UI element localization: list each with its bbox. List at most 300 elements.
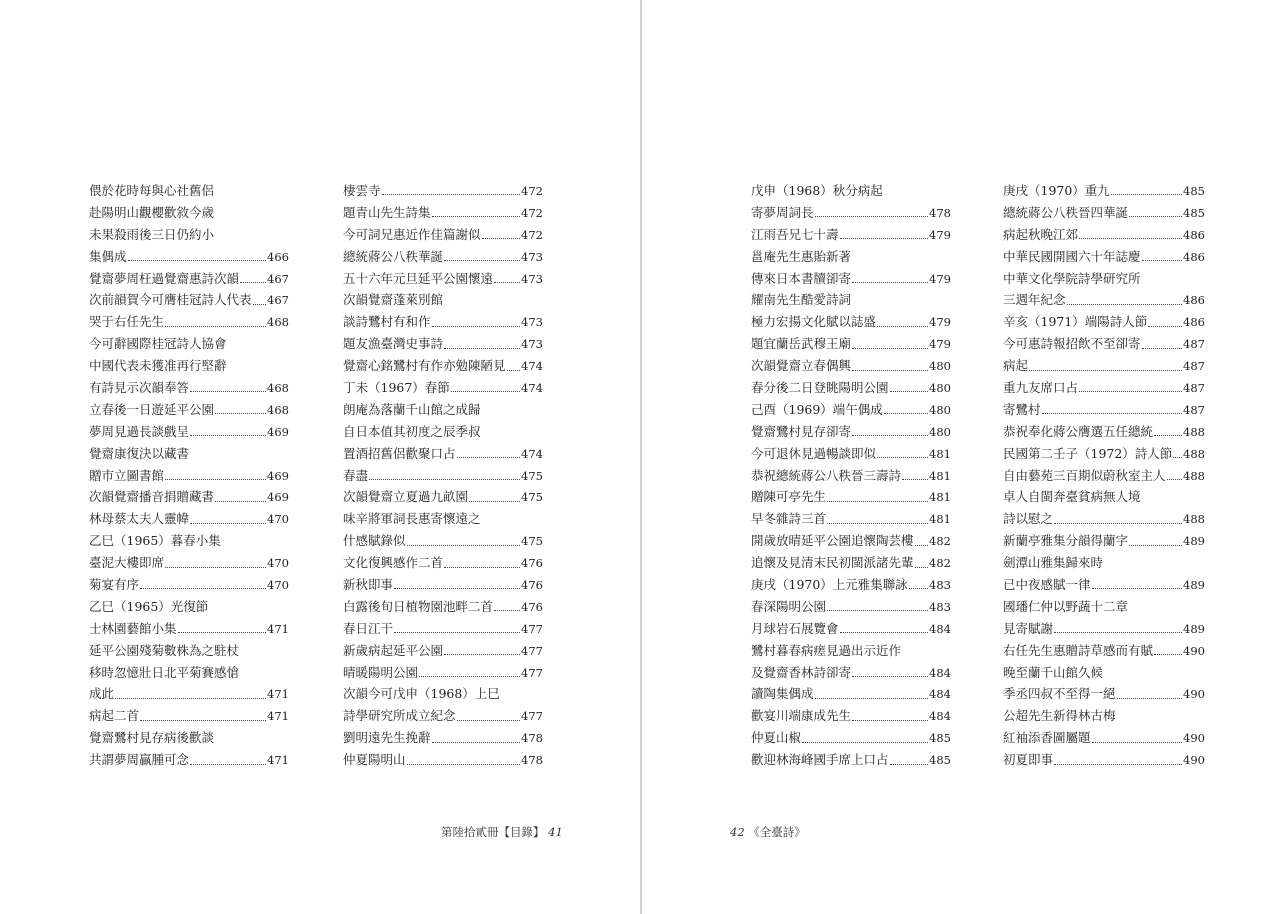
toc-entry-title: 傳來日本書牘卻寄 (751, 270, 852, 286)
toc-entry (89, 289, 289, 311)
toc-entry (343, 508, 543, 530)
toc-leader-dots (369, 479, 520, 480)
toc-entry-title: 中國代表未獲准再行堅辭 (89, 358, 227, 374)
toc-entry-title: 寄夢周詞長 (751, 204, 814, 220)
toc-entry-title: 延平公園殘菊數株為之駐杖 (89, 642, 240, 658)
toc-entry (1003, 508, 1205, 530)
toc-entry-title: 覺齋鷺村見存卻寄 (751, 423, 852, 439)
toc-entry-page: 474 (521, 359, 543, 374)
toc-entry-page: 473 (521, 337, 543, 352)
toc-entry-title: 國璠仁仲以野蔬十二章 (1003, 598, 1129, 614)
toc-entry-title: 劍潭山雅集歸來時 (1003, 555, 1104, 571)
toc-entry-title: 總統蔣公八秩華誕 (343, 248, 444, 264)
toc-leader-dots (444, 654, 520, 655)
toc-entry-page: 473 (521, 315, 543, 330)
toc-entry-page: 471 (267, 687, 289, 702)
toc-leader-dots (190, 523, 266, 524)
toc-entry-title: 自由藝苑三百期似蔚秋室主人 (1003, 467, 1166, 483)
toc-leader-dots (1054, 632, 1182, 633)
toc-entry (343, 749, 543, 771)
toc-entry-page: 487 (1183, 381, 1205, 396)
toc-leader-dots (115, 698, 266, 699)
toc-leader-dots (1054, 764, 1182, 765)
toc-entry-page: 484 (929, 621, 951, 636)
toc-entry-title: 江雨吾兄七十壽 (751, 226, 839, 242)
toc-entry (343, 180, 543, 202)
toc-column-left-2 (343, 180, 543, 771)
toc-entry (89, 355, 289, 377)
toc-leader-dots (215, 501, 266, 502)
toc-leader-dots (1054, 523, 1182, 524)
toc-entry (343, 727, 543, 749)
toc-entry-page: 479 (929, 227, 951, 242)
toc-entry-page: 472 (521, 227, 543, 242)
toc-entry-page: 466 (267, 249, 289, 264)
toc-leader-dots (852, 720, 928, 721)
toc-entry-title: 偎於花時每與心社舊侶 (89, 183, 215, 198)
toc-entry (1003, 443, 1205, 465)
toc-leader-dots (815, 698, 929, 699)
toc-leader-dots (215, 413, 266, 414)
toc-entry-page: 471 (267, 709, 289, 724)
toc-entry (343, 311, 543, 333)
toc-leader-dots (394, 632, 520, 633)
toc-entry-title: 集偶成 (89, 248, 127, 264)
toc-entry-page: 485 (1183, 205, 1205, 220)
toc-entry-title: 今可惠詩報招飲不至卻寄 (1003, 336, 1141, 352)
toc-leader-dots (890, 391, 929, 392)
toc-entry (89, 421, 289, 443)
toc-entry-title: 讀陶集偶成 (751, 686, 814, 702)
toc-entry-page: 482 (929, 534, 951, 549)
toc-entry-page: 471 (267, 621, 289, 636)
toc-entry-title: 共謂夢周贏腫可念 (89, 752, 190, 768)
toc-entry (89, 662, 289, 684)
toc-entry-title: 覺齋夢周枉過覺齋惠詩次韻 (89, 270, 240, 286)
toc-entry-page: 469 (267, 490, 289, 505)
toc-entry-page: 478 (521, 753, 543, 768)
toc-entry-title: 次韻覺齋蓬萊別館 (343, 292, 444, 308)
toc-entry (1003, 662, 1205, 684)
toc-entry-title: 乙巳（1965）暮春小集 (89, 533, 221, 549)
page-number: 42 (730, 825, 745, 839)
toc-entry-title: 赴陽明山觀櫻歡敘今歲 (89, 204, 215, 220)
toc-leader-dots (432, 216, 521, 217)
toc-entry-title: 三週年紀念 (1003, 292, 1066, 308)
toc-leader-dots (852, 370, 928, 371)
toc-leader-dots (1154, 654, 1182, 655)
toc-leader-dots (140, 720, 266, 721)
toc-entry (89, 683, 289, 705)
toc-entry-page: 486 (1183, 227, 1205, 242)
toc-entry (1003, 180, 1205, 202)
toc-entry (343, 465, 543, 487)
toc-entry-title: 晴暖陽明公園 (343, 664, 419, 680)
toc-entry-page: 478 (929, 205, 951, 220)
toc-entry-title: 寄鷺村 (1003, 401, 1041, 417)
toc-entry-page: 472 (521, 205, 543, 220)
toc-leader-dots (815, 216, 929, 217)
toc-entry-page: 476 (521, 556, 543, 571)
toc-leader-dots (909, 588, 928, 589)
toc-entry-title: 詩以慰之 (1003, 511, 1054, 527)
toc-entry-title: 次韻覺齋播音捐贈藏書 (89, 489, 215, 505)
toc-entry-title: 次韻覺齋立春偶興 (751, 358, 852, 374)
right-page (642, 0, 1280, 914)
toc-entry-page: 490 (1183, 731, 1205, 746)
toc-entry-title: 新歲病起延平公園 (343, 642, 444, 658)
toc-entry-page: 489 (1183, 534, 1205, 549)
toc-entry-title: 春盡 (343, 467, 369, 483)
toc-entry (1003, 311, 1205, 333)
toc-entry-page: 487 (1183, 359, 1205, 374)
toc-entry-title: 邕庵先生惠貽新著 (751, 248, 852, 264)
footer-book-title: 《全臺詩》 (748, 825, 806, 839)
toc-column-left-1 (89, 180, 289, 771)
toc-entry (1003, 596, 1205, 618)
toc-entry (751, 705, 951, 727)
toc-entry (1003, 465, 1205, 487)
toc-entry-page: 476 (521, 599, 543, 614)
toc-leader-dots (1129, 216, 1182, 217)
toc-entry (751, 749, 951, 771)
toc-entry-title: 歡迎林海峰國手席上口占 (751, 752, 889, 768)
toc-entry-title: 歡宴川端康成先生 (751, 708, 852, 724)
toc-entry-title: 臺泥大樓即席 (89, 555, 165, 571)
toc-entry-title: 春分後二日登眺陽明公園 (751, 380, 889, 396)
toc-entry (89, 399, 289, 421)
toc-entry-page: 488 (1183, 446, 1205, 461)
toc-leader-dots (394, 588, 520, 589)
toc-leader-dots (165, 326, 266, 327)
toc-entry (343, 574, 543, 596)
toc-entry-page: 487 (1183, 337, 1205, 352)
toc-entry-page: 480 (929, 402, 951, 417)
toc-entry-page: 474 (521, 446, 543, 461)
toc-entry-title: 丁未（1967）春節 (343, 380, 450, 396)
toc-entry-title: 次韻今可戊申（1968）上巳 (343, 686, 500, 702)
page-footer-left (441, 824, 563, 840)
toc-leader-dots (852, 282, 928, 283)
toc-entry-title: 未果殺雨後三日仍約小 (89, 226, 215, 242)
toc-leader-dots (1117, 698, 1183, 699)
toc-leader-dots (1111, 194, 1182, 195)
toc-entry (1003, 399, 1205, 421)
toc-entry-title: 仲夏山椒 (751, 730, 802, 746)
toc-entry (89, 574, 289, 596)
toc-entry-page: 477 (521, 665, 543, 680)
toc-entry-title: 中華文化學院詩學研究所 (1003, 270, 1141, 286)
toc-leader-dots (451, 391, 520, 392)
toc-entry (1003, 618, 1205, 640)
toc-entry (1003, 574, 1205, 596)
toc-entry-title: 仲夏陽明山 (343, 752, 406, 768)
toc-entry (751, 683, 951, 705)
toc-entry (89, 727, 289, 749)
toc-entry-page: 479 (929, 337, 951, 352)
toc-entry-page: 469 (267, 468, 289, 483)
toc-entry (1003, 683, 1205, 705)
toc-entry-title: 贈陳可亭先生 (751, 489, 827, 505)
toc-entry (89, 640, 289, 662)
toc-entry (1003, 705, 1205, 727)
toc-entry-title: 味辛將軍詞長惠寄懷遠之 (343, 511, 481, 527)
toc-entry (751, 268, 951, 290)
toc-entry (751, 596, 951, 618)
toc-entry (751, 333, 951, 355)
toc-leader-dots (432, 742, 521, 743)
toc-entry-title: 什感賦錄似 (343, 533, 406, 549)
toc-entry-title: 初夏即事 (1003, 752, 1054, 768)
toc-leader-dots (1029, 370, 1182, 371)
toc-entry-page: 486 (1183, 293, 1205, 308)
toc-entry (89, 333, 289, 355)
toc-entry (1003, 246, 1205, 268)
toc-entry (751, 289, 951, 311)
toc-entry-title: 右任先生惠贈詩草感而有賦 (1003, 642, 1154, 658)
toc-entry-page: 489 (1183, 621, 1205, 636)
toc-entry (343, 596, 543, 618)
toc-leader-dots (1173, 457, 1182, 458)
toc-entry (751, 399, 951, 421)
toc-leader-dots (1148, 326, 1182, 327)
toc-entry-page: 479 (929, 271, 951, 286)
toc-leader-dots (444, 567, 520, 568)
toc-entry (343, 530, 543, 552)
toc-entry (89, 530, 289, 552)
toc-entry (751, 377, 951, 399)
toc-entry (751, 486, 951, 508)
toc-entry (89, 618, 289, 640)
toc-entry (89, 311, 289, 333)
toc-entry (751, 640, 951, 662)
toc-entry (1003, 727, 1205, 749)
toc-entry-title: 公超先生新得林古梅 (1003, 708, 1116, 724)
toc-entry-page: 481 (929, 468, 951, 483)
toc-entry-title: 追懷及見清末民初閩派諸先輩 (751, 555, 914, 571)
toc-entry (343, 552, 543, 574)
toc-entry-title: 題青山先生詩集 (343, 204, 431, 220)
toc-leader-dots (444, 260, 520, 261)
toc-entry (751, 224, 951, 246)
toc-entry (1003, 749, 1205, 771)
toc-entry (751, 727, 951, 749)
toc-leader-dots (482, 238, 521, 239)
toc-leader-dots (915, 567, 929, 568)
toc-leader-dots (1092, 588, 1183, 589)
toc-leader-dots (178, 632, 267, 633)
toc-entry-page: 469 (267, 424, 289, 439)
toc-entry (751, 443, 951, 465)
toc-entry (751, 465, 951, 487)
toc-entry-page: 483 (929, 578, 951, 593)
toc-entry-page: 478 (521, 731, 543, 746)
toc-entry-title: 春日江干 (343, 620, 394, 636)
toc-entry (1003, 268, 1205, 290)
toc-entry (1003, 640, 1205, 662)
toc-leader-dots (165, 567, 266, 568)
toc-entry-title: 今可退休見過暢談即似 (751, 445, 877, 461)
toc-leader-dots (469, 501, 520, 502)
toc-entry-page: 486 (1183, 315, 1205, 330)
toc-leader-dots (852, 676, 928, 677)
toc-entry-page: 484 (929, 665, 951, 680)
toc-entry-title: 自日本值其初度之辰季叔 (343, 423, 481, 439)
toc-entry-page: 473 (521, 249, 543, 264)
toc-entry-title: 成此 (89, 686, 115, 702)
toc-entry (89, 596, 289, 618)
toc-entry-page: 489 (1183, 578, 1205, 593)
toc-entry-page: 468 (267, 402, 289, 417)
toc-entry-title: 總統蔣公八秩晉四華誕 (1003, 204, 1129, 220)
toc-leader-dots (877, 326, 928, 327)
toc-entry (89, 486, 289, 508)
toc-entry (343, 377, 543, 399)
toc-entry-title: 次前韻賀今可膺桂冠詩人代表 (89, 292, 252, 308)
toc-entry-title: 極力宏揚文化賦以誌盛 (751, 314, 877, 330)
page-number: 41 (548, 825, 563, 839)
toc-entry-title: 病起二首 (89, 708, 140, 724)
toc-leader-dots (840, 632, 929, 633)
toc-entry-title: 病起 (1003, 358, 1029, 374)
toc-entry (751, 311, 951, 333)
toc-entry-title: 立春後一日遊延平公園 (89, 401, 215, 417)
toc-entry (751, 662, 951, 684)
toc-entry-page: 483 (929, 599, 951, 614)
toc-entry (343, 268, 543, 290)
toc-entry (1003, 530, 1205, 552)
toc-entry-title: 重九友席口占 (1003, 380, 1079, 396)
toc-entry-title: 開歲放晴延平公園追懷陶芸樓 (751, 533, 914, 549)
toc-entry-page: 488 (1183, 424, 1205, 439)
toc-entry (343, 246, 543, 268)
toc-entry (1003, 355, 1205, 377)
toc-entry-page: 476 (521, 578, 543, 593)
toc-entry-title: 覺齋鷺村見存病後歡談 (89, 730, 215, 746)
toc-leader-dots (884, 413, 928, 414)
toc-leader-dots (140, 588, 266, 589)
toc-entry-title: 新蘭亭雅集分韻得蘭字 (1003, 533, 1129, 549)
toc-entry-title: 菊宴有序 (89, 577, 140, 593)
toc-entry-title: 次韻覺齋立夏過九畝園 (343, 489, 469, 505)
toc-entry-title: 晚至蘭千山館久候 (1003, 664, 1104, 680)
toc-entry-title: 贈市立圖書館 (89, 467, 165, 483)
toc-entry-title: 庚戌（1970）重九 (1003, 183, 1110, 198)
toc-entry-page: 477 (521, 643, 543, 658)
toc-leader-dots (382, 194, 521, 195)
toc-entry (89, 749, 289, 771)
toc-entry-page: 471 (267, 753, 289, 768)
toc-entry-title: 士林園藝館小集 (89, 620, 177, 636)
toc-entry (1003, 421, 1205, 443)
toc-entry-title: 置酒招舊侶歡聚口占 (343, 445, 456, 461)
toc-entry-title: 文化復興感作二首 (343, 555, 444, 571)
toc-entry-page: 480 (929, 381, 951, 396)
toc-entry (89, 180, 289, 202)
toc-leader-dots (128, 260, 267, 261)
toc-entry-title: 中華民國開國六十年誌慶 (1003, 248, 1141, 264)
toc-entry-page: 486 (1183, 249, 1205, 264)
toc-leader-dots (494, 282, 520, 283)
toc-leader-dots (407, 545, 521, 546)
toc-entry-title: 恭祝總統蔣公八秩晉三壽詩 (751, 467, 902, 483)
toc-leader-dots (407, 764, 521, 765)
toc-entry-title: 移時忽憶壯日北平菊賽感愴 (89, 664, 240, 680)
toc-entry-page: 485 (929, 753, 951, 768)
toc-leader-dots (802, 742, 928, 743)
toc-entry-title: 五十六年元旦延平公園懷遠 (343, 270, 494, 286)
toc-entry-title: 乙巳（1965）光復節 (89, 598, 209, 614)
toc-entry-title: 劉明遠先生挽辭 (343, 730, 431, 746)
footer-volume-label: 第陸拾貳冊【目錄】 (441, 825, 545, 839)
toc-entry-title: 已中夜感賦一律 (1003, 577, 1091, 593)
toc-entry-title: 卓人自閩奔臺貧病無人境 (1003, 489, 1141, 505)
toc-entry (89, 705, 289, 727)
toc-entry (1003, 486, 1205, 508)
toc-entry-page: 480 (929, 424, 951, 439)
toc-entry-title: 己酉（1969）端午偶成 (751, 401, 883, 417)
toc-entry-title: 談詩鷺村有和作 (343, 314, 431, 330)
toc-entry-title: 庚戌（1970）上元雅集聯詠 (751, 577, 908, 593)
toc-entry-page: 490 (1183, 753, 1205, 768)
toc-entry-title: 夢周見過長談戲呈 (89, 423, 190, 439)
toc-entry (89, 268, 289, 290)
toc-entry-page: 473 (521, 271, 543, 286)
toc-leader-dots (253, 304, 267, 305)
toc-entry-page: 479 (929, 315, 951, 330)
toc-entry (1003, 224, 1205, 246)
toc-entry (89, 443, 289, 465)
toc-entry-title: 病起秋晚江郊 (1003, 226, 1079, 242)
toc-leader-dots (1079, 391, 1182, 392)
toc-entry (751, 552, 951, 574)
toc-entry-page: 470 (267, 512, 289, 527)
toc-entry-title: 覺齋心銘鷺村有作亦勉陳陋見 (343, 358, 506, 374)
toc-entry-title: 白露後旬日植物園池畔二首 (343, 598, 494, 614)
toc-entry-page: 490 (1183, 687, 1205, 702)
toc-entry-page: 467 (267, 271, 289, 286)
toc-entry-page: 481 (929, 512, 951, 527)
toc-leader-dots (457, 720, 521, 721)
toc-entry-page: 488 (1183, 468, 1205, 483)
toc-entry (343, 355, 543, 377)
toc-entry (89, 377, 289, 399)
toc-leader-dots (1079, 238, 1182, 239)
toc-entry (1003, 552, 1205, 574)
toc-entry-page: 472 (521, 184, 543, 198)
toc-entry-title: 紅袖添香圖屬題 (1003, 730, 1091, 746)
toc-entry-title: 早冬雜詩三首 (751, 511, 827, 527)
toc-entry-title: 恭祝奉化蔣公膺選五任總統 (1003, 423, 1154, 439)
toc-column-right-1 (751, 180, 951, 771)
toc-entry-title: 今可詞兄惠近作佳篇謝似 (343, 226, 481, 242)
toc-entry (89, 552, 289, 574)
toc-entry-page: 485 (929, 731, 951, 746)
toc-leader-dots (419, 676, 520, 677)
toc-leader-dots (507, 370, 521, 371)
toc-leader-dots (902, 479, 928, 480)
toc-entry (751, 421, 951, 443)
toc-entry-title: 林母蔡太夫人靈幃 (89, 511, 190, 527)
toc-entry-title: 民國第二壬子（1972）詩人節 (1003, 445, 1173, 461)
toc-entry-page: 485 (1183, 184, 1205, 198)
toc-entry (1003, 289, 1205, 311)
toc-leader-dots (1042, 413, 1183, 414)
toc-entry-page: 484 (929, 709, 951, 724)
toc-entry (343, 399, 543, 421)
toc-entry (343, 289, 543, 311)
toc-entry-page: 474 (521, 381, 543, 396)
